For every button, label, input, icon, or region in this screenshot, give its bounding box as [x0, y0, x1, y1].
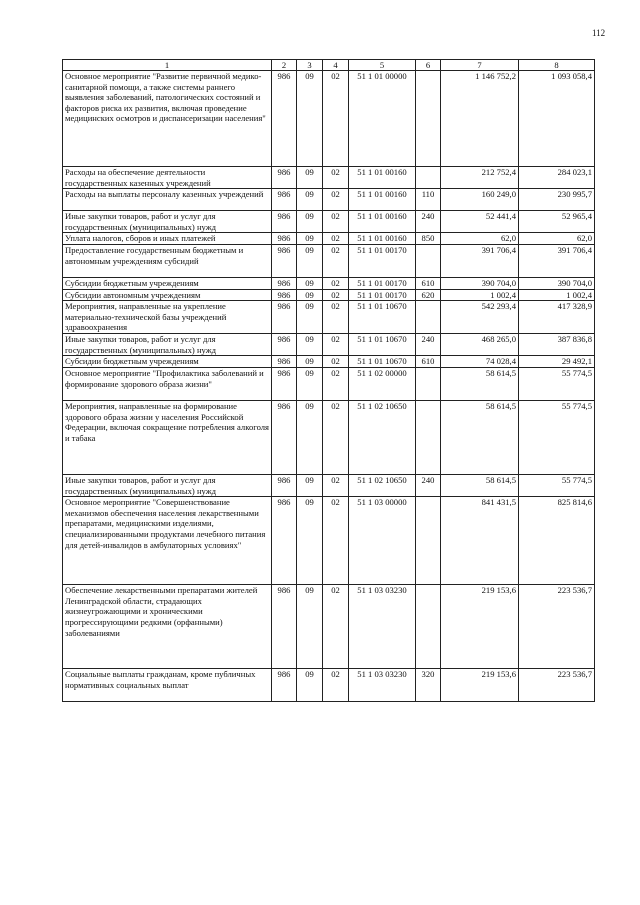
subsection-code-cell: 02	[323, 233, 349, 245]
amount-cell-col7: 391 706,4	[441, 244, 519, 277]
amount-cell-col8: 284 023,1	[519, 167, 595, 189]
row-name-cell: Социальные выплаты гражданам, кроме публичных нормативных социальных выплат	[63, 669, 272, 702]
column-header: 1	[63, 60, 272, 71]
target-article-cell: 51 1 01 00160	[349, 233, 416, 245]
row-name-cell: Мероприятия, направленные на укрепление материально-технической базы учреждений здравоохранения	[63, 301, 272, 334]
subsection-code-cell: 02	[323, 244, 349, 277]
ministry-code-cell: 986	[272, 669, 297, 702]
section-code-cell: 09	[297, 189, 323, 211]
subsection-code-cell: 02	[323, 334, 349, 356]
amount-cell-col8: 390 704,0	[519, 277, 595, 289]
amount-cell-col7: 52 441,4	[441, 211, 519, 233]
table-row	[63, 277, 595, 289]
target-article-cell: 51 1 02 00000	[349, 367, 416, 400]
ministry-code-cell: 986	[272, 474, 297, 496]
amount-cell-col7: 160 249,0	[441, 189, 519, 211]
column-header: 5	[349, 60, 416, 71]
subsection-code-cell: 02	[323, 301, 349, 334]
amount-cell-col8: 825 814,6	[519, 497, 595, 585]
amount-cell-col7: 58 614,5	[441, 400, 519, 474]
ministry-code-cell: 986	[272, 334, 297, 356]
target-article-cell: 51 1 01 00000	[349, 71, 416, 167]
expense-type-cell	[416, 167, 441, 189]
ministry-code-cell: 986	[272, 189, 297, 211]
section-code-cell: 09	[297, 367, 323, 400]
target-article-cell: 51 1 01 00160	[349, 167, 416, 189]
row-name-cell: Предоставление государственным бюджетным и автономным учреждениям субсидий	[63, 244, 272, 277]
table-row	[63, 71, 595, 167]
ministry-code-cell: 986	[272, 211, 297, 233]
table-row	[63, 233, 595, 245]
amount-cell-col7: 390 704,0	[441, 277, 519, 289]
subsection-code-cell: 02	[323, 289, 349, 301]
row-name-cell: Основное мероприятие "Профилактика заболеваний и формирование здорового образа жизни"	[63, 367, 272, 400]
table-row	[63, 189, 595, 211]
row-name-cell: Основное мероприятие "Совершенствование механизмов обеспечения населения лекарственными препаратами, медицинскими изделиями, специализированными продуктами лечебного питания для детей-инвалидов в амбулаторных условиях"	[63, 497, 272, 585]
section-code-cell: 09	[297, 289, 323, 301]
table-row	[63, 669, 595, 702]
table-row	[63, 244, 595, 277]
ministry-code-cell: 986	[272, 167, 297, 189]
ministry-code-cell: 986	[272, 301, 297, 334]
expense-type-cell: 110	[416, 189, 441, 211]
subsection-code-cell: 02	[323, 497, 349, 585]
column-header: 4	[323, 60, 349, 71]
amount-cell-col7: 58 614,5	[441, 367, 519, 400]
expense-type-cell	[416, 400, 441, 474]
ministry-code-cell: 986	[272, 367, 297, 400]
expense-type-cell	[416, 244, 441, 277]
section-code-cell: 09	[297, 211, 323, 233]
table-row	[63, 367, 595, 400]
column-header: 3	[297, 60, 323, 71]
target-article-cell: 51 1 01 10670	[349, 301, 416, 334]
expense-type-cell	[416, 71, 441, 167]
row-name-cell: Расходы на обеспечение деятельности государственных казенных учреждений	[63, 167, 272, 189]
column-header: 2	[272, 60, 297, 71]
expense-type-cell: 240	[416, 474, 441, 496]
expense-type-cell	[416, 367, 441, 400]
row-name-cell: Мероприятия, направленные на формирование здорового образа жизни у населения Российской Федерации, включая сокращение потребления алкоголя и табака	[63, 400, 272, 474]
ministry-code-cell: 986	[272, 356, 297, 368]
expense-type-cell: 240	[416, 211, 441, 233]
expense-type-cell: 610	[416, 356, 441, 368]
expense-type-cell	[416, 585, 441, 669]
ministry-code-cell: 986	[272, 289, 297, 301]
table-row	[63, 400, 595, 474]
target-article-cell: 51 1 01 00170	[349, 244, 416, 277]
row-name-cell: Иные закупки товаров, работ и услуг для государственных (муниципальных) нужд	[63, 211, 272, 233]
table-row	[63, 211, 595, 233]
table-row	[63, 334, 595, 356]
ministry-code-cell: 986	[272, 244, 297, 277]
amount-cell-col7: 58 614,5	[441, 474, 519, 496]
column-header: 7	[441, 60, 519, 71]
subsection-code-cell: 02	[323, 400, 349, 474]
expense-type-cell: 320	[416, 669, 441, 702]
target-article-cell: 51 1 01 00170	[349, 289, 416, 301]
table-body	[63, 71, 595, 702]
amount-cell-col8: 223 536,7	[519, 669, 595, 702]
table-row	[63, 474, 595, 496]
row-name-cell: Иные закупки товаров, работ и услуг для государственных (муниципальных) нужд	[63, 334, 272, 356]
amount-cell-col8: 1 002,4	[519, 289, 595, 301]
table-row	[63, 289, 595, 301]
table-row	[63, 167, 595, 189]
target-article-cell: 51 1 02 10650	[349, 474, 416, 496]
amount-cell-col7: 62,0	[441, 233, 519, 245]
expense-type-cell	[416, 301, 441, 334]
row-name-cell: Уплата налогов, сборов и иных платежей	[63, 233, 272, 245]
section-code-cell: 09	[297, 669, 323, 702]
expense-type-cell: 610	[416, 277, 441, 289]
section-code-cell: 09	[297, 585, 323, 669]
amount-cell-col7: 542 293,4	[441, 301, 519, 334]
table-row	[63, 301, 595, 334]
expense-type-cell: 240	[416, 334, 441, 356]
amount-cell-col7: 219 153,6	[441, 585, 519, 669]
subsection-code-cell: 02	[323, 71, 349, 167]
target-article-cell: 51 1 01 10670	[349, 334, 416, 356]
section-code-cell: 09	[297, 474, 323, 496]
target-article-cell: 51 1 01 10670	[349, 356, 416, 368]
table-row	[63, 585, 595, 669]
row-name-cell: Субсидии бюджетным учреждениям	[63, 356, 272, 368]
subsection-code-cell: 02	[323, 211, 349, 233]
amount-cell-col8: 223 536,7	[519, 585, 595, 669]
row-name-cell: Основное мероприятие "Развитие первичной медико-санитарной помощи, а также системы раннего выявления заболеваний, патологических состояний и факторов риска их развития, включая проведение медицинских осмотров и диспансеризации населения"	[63, 71, 272, 167]
amount-cell-col7: 212 752,4	[441, 167, 519, 189]
section-code-cell: 09	[297, 400, 323, 474]
amount-cell-col8: 62,0	[519, 233, 595, 245]
row-name-cell: Субсидии автономным учреждениям	[63, 289, 272, 301]
page-number: 112	[592, 28, 606, 38]
amount-cell-col8: 417 328,9	[519, 301, 595, 334]
subsection-code-cell: 02	[323, 585, 349, 669]
row-name-cell: Расходы на выплаты персоналу казенных учреждений	[63, 189, 272, 211]
subsection-code-cell: 02	[323, 189, 349, 211]
ministry-code-cell: 986	[272, 277, 297, 289]
target-article-cell: 51 1 01 00160	[349, 189, 416, 211]
ministry-code-cell: 986	[272, 400, 297, 474]
target-article-cell: 51 1 03 00000	[349, 497, 416, 585]
amount-cell-col8: 230 995,7	[519, 189, 595, 211]
table-row	[63, 497, 595, 585]
ministry-code-cell: 986	[272, 71, 297, 167]
ministry-code-cell: 986	[272, 497, 297, 585]
subsection-code-cell: 02	[323, 277, 349, 289]
amount-cell-col7: 841 431,5	[441, 497, 519, 585]
expense-type-cell	[416, 497, 441, 585]
amount-cell-col7: 74 028,4	[441, 356, 519, 368]
row-name-cell: Иные закупки товаров, работ и услуг для государственных (муниципальных) нужд	[63, 474, 272, 496]
budget-table	[62, 59, 595, 702]
amount-cell-col8: 29 492,1	[519, 356, 595, 368]
column-header: 6	[416, 60, 441, 71]
section-code-cell: 09	[297, 244, 323, 277]
expense-type-cell: 850	[416, 233, 441, 245]
target-article-cell: 51 1 03 03230	[349, 585, 416, 669]
target-article-cell: 51 1 02 10650	[349, 400, 416, 474]
subsection-code-cell: 02	[323, 367, 349, 400]
subsection-code-cell: 02	[323, 356, 349, 368]
row-name-cell: Субсидии бюджетным учреждениям	[63, 277, 272, 289]
amount-cell-col8: 55 774,5	[519, 474, 595, 496]
section-code-cell: 09	[297, 277, 323, 289]
section-code-cell: 09	[297, 334, 323, 356]
target-article-cell: 51 1 01 00170	[349, 277, 416, 289]
column-header: 8	[519, 60, 595, 71]
ministry-code-cell: 986	[272, 585, 297, 669]
amount-cell-col8: 1 093 058,4	[519, 71, 595, 167]
amount-cell-col8: 391 706,4	[519, 244, 595, 277]
header-row	[63, 60, 595, 71]
section-code-cell: 09	[297, 167, 323, 189]
amount-cell-col8: 52 965,4	[519, 211, 595, 233]
section-code-cell: 09	[297, 356, 323, 368]
amount-cell-col8: 55 774,5	[519, 400, 595, 474]
amount-cell-col7: 1 002,4	[441, 289, 519, 301]
amount-cell-col7: 468 265,0	[441, 334, 519, 356]
subsection-code-cell: 02	[323, 167, 349, 189]
subsection-code-cell: 02	[323, 474, 349, 496]
section-code-cell: 09	[297, 497, 323, 585]
ministry-code-cell: 986	[272, 233, 297, 245]
subsection-code-cell: 02	[323, 669, 349, 702]
table-row	[63, 356, 595, 368]
amount-cell-col7: 219 153,6	[441, 669, 519, 702]
section-code-cell: 09	[297, 233, 323, 245]
expense-type-cell: 620	[416, 289, 441, 301]
target-article-cell: 51 1 03 03230	[349, 669, 416, 702]
section-code-cell: 09	[297, 71, 323, 167]
section-code-cell: 09	[297, 301, 323, 334]
row-name-cell: Обеспечение лекарственными препаратами жителей Ленинградской области, страдающих жизнеугрожающими и хроническими прогрессирующими редкими (орфанными) заболеваниями	[63, 585, 272, 669]
amount-cell-col7: 1 146 752,2	[441, 71, 519, 167]
amount-cell-col8: 55 774,5	[519, 367, 595, 400]
target-article-cell: 51 1 01 00160	[349, 211, 416, 233]
amount-cell-col8: 387 836,8	[519, 334, 595, 356]
